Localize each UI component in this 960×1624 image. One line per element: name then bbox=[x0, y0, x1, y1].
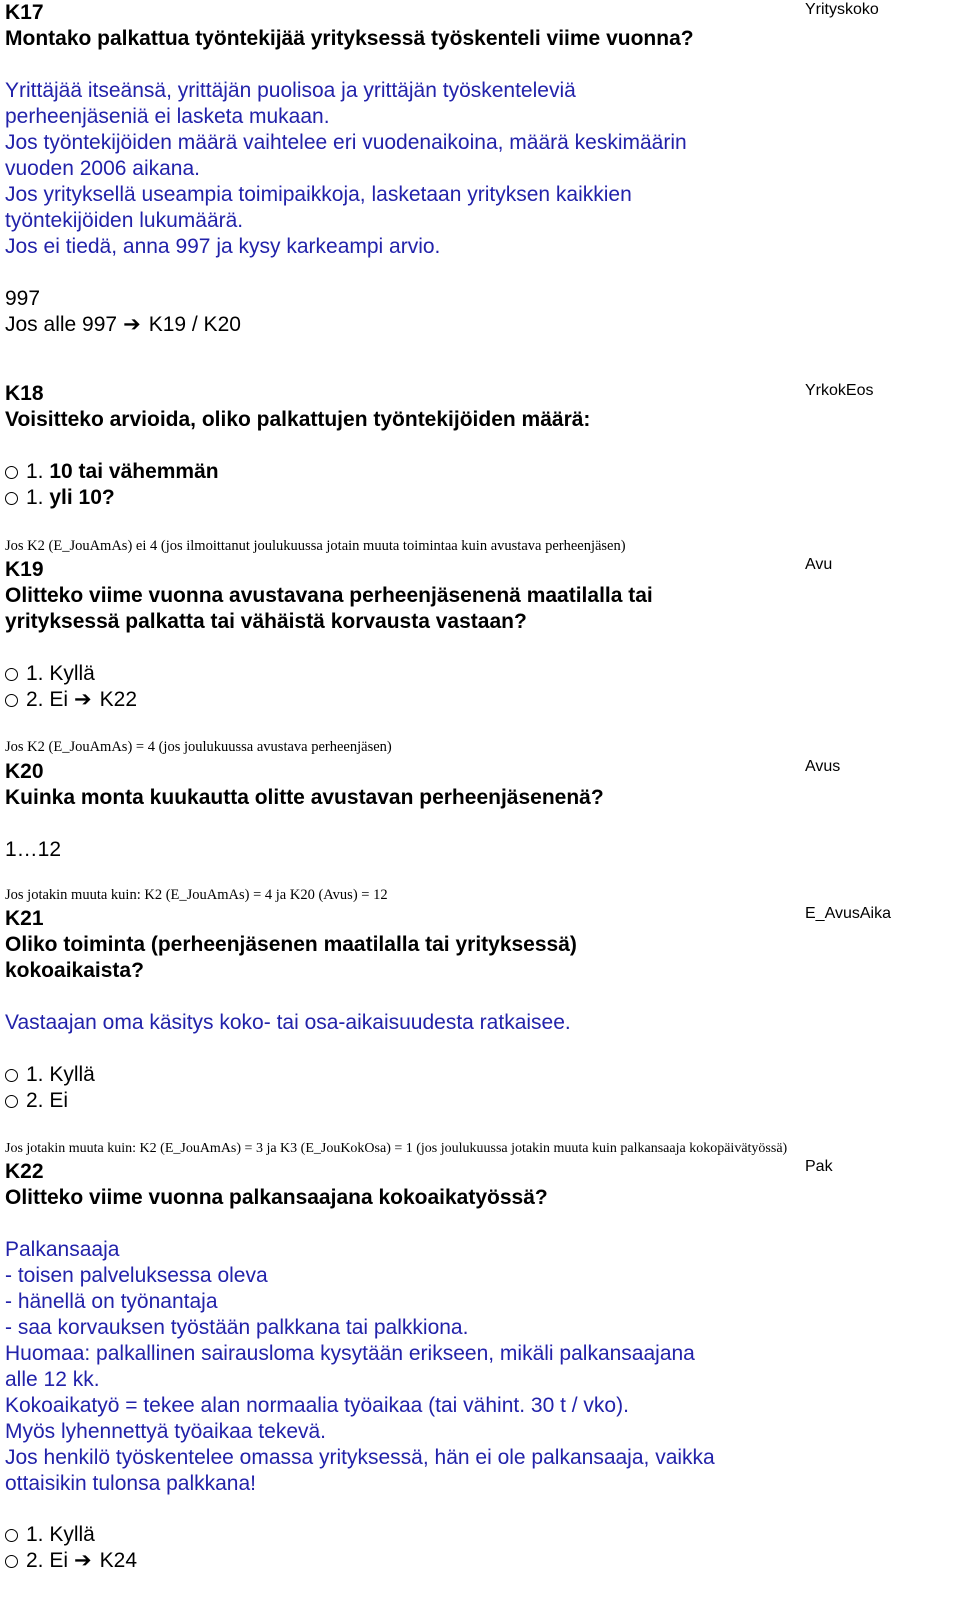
radio-button-icon[interactable] bbox=[5, 1529, 18, 1542]
instruction-line: Jos henkilö työskentelee omassa yrityksessä, hän ei ole palkansaaja, vaikka bbox=[5, 1446, 715, 1469]
filter-condition-k21: Jos jotakin muuta kuin: K2 (E_JouAmAs) = 4 ja K20 (Avus) = 12 bbox=[5, 887, 388, 903]
variable-name-k19: Avu bbox=[805, 556, 833, 573]
question-code-k19: K19 bbox=[5, 558, 44, 581]
option-label: 1. Kyllä bbox=[26, 1523, 95, 1546]
question-code-k22: K22 bbox=[5, 1160, 44, 1183]
answer-option-k22-2[interactable] bbox=[5, 1548, 137, 1574]
instruction-line: Vastaajan oma käsitys koko- tai osa-aikaisuudesta ratkaisee. bbox=[5, 1011, 571, 1034]
variable-name-k21: E_AvusAika bbox=[805, 905, 891, 922]
radio-button-icon[interactable] bbox=[5, 492, 18, 505]
instruction-line: Jos työntekijöiden määrä vaihtelee eri vuodenaikoina, määrä keskimäärin bbox=[5, 131, 687, 154]
question-code-k21: K21 bbox=[5, 907, 44, 930]
routing-target: K24 bbox=[99, 1549, 138, 1572]
instruction-line: Kokoaikatyö = tekee alan normaalia työaikaa (tai vähint. 30 t / vko). bbox=[5, 1394, 629, 1417]
option-label: 1. Kyllä bbox=[26, 662, 95, 685]
routing-condition: Jos alle 997 bbox=[5, 313, 118, 336]
variable-name-k20: Avus bbox=[805, 758, 841, 775]
radio-button-icon[interactable] bbox=[5, 1095, 18, 1108]
instruction-line: vuoden 2006 aikana. bbox=[5, 157, 200, 180]
answer-code-k17: 997 bbox=[5, 287, 41, 310]
question-text-k19: yrityksessä palkatta tai vähäistä korvausta vastaan? bbox=[5, 610, 527, 633]
answer-option-k21-2[interactable] bbox=[5, 1088, 68, 1114]
answer-option-k21-1[interactable] bbox=[5, 1062, 95, 1088]
variable-name-k17: Yrityskoko bbox=[805, 1, 879, 18]
filter-condition-k19: Jos K2 (E_JouAmAs) ei 4 (jos ilmoittanut joulukuussa jotain muuta toimintaa kuin avustava perheenjäsen) bbox=[5, 538, 626, 554]
radio-button-icon[interactable] bbox=[5, 694, 18, 707]
arrow-right-icon: ➔ bbox=[123, 313, 141, 336]
radio-button-icon[interactable] bbox=[5, 1555, 18, 1568]
instruction-line: - toisen palveluksessa oleva bbox=[5, 1264, 268, 1287]
arrow-right-icon: ➔ bbox=[74, 688, 92, 711]
instruction-line: - saa korvauksen työstään palkkana tai palkkiona. bbox=[5, 1316, 469, 1339]
question-text-k17: Montako palkattua työntekijää yrityksessä työskenteli viime vuonna? bbox=[5, 27, 694, 50]
answer-option-k19-1[interactable] bbox=[5, 661, 95, 687]
option-label: 10 tai vähemmän bbox=[49, 460, 219, 483]
option-label: 2. Ei bbox=[26, 1549, 69, 1572]
option-label: 2. Ei bbox=[26, 688, 69, 711]
radio-button-icon[interactable] bbox=[5, 668, 18, 681]
answer-range-k20: 1…12 bbox=[5, 838, 62, 861]
option-label: 1. Kyllä bbox=[26, 1063, 95, 1086]
instruction-line: Jos yrityksellä useampia toimipaikkoja, lasketaan yrityksen kaikkien bbox=[5, 183, 632, 206]
instruction-line: alle 12 kk. bbox=[5, 1368, 100, 1391]
option-label: yli 10? bbox=[49, 486, 115, 509]
instruction-line: työntekijöiden lukumäärä. bbox=[5, 209, 244, 232]
arrow-right-icon: ➔ bbox=[74, 1549, 92, 1572]
routing-target: K19 / K20 bbox=[148, 313, 241, 336]
question-code-k20: K20 bbox=[5, 760, 44, 783]
option-label: 2. Ei bbox=[26, 1089, 69, 1112]
answer-option-k18-1[interactable] bbox=[5, 459, 219, 485]
instruction-line: perheenjäseniä ei lasketa mukaan. bbox=[5, 105, 330, 128]
instruction-line: Yrittäjää itseänsä, yrittäjän puolisoa ja yrittäjän työskenteleviä bbox=[5, 79, 576, 102]
question-text-k21: Oliko toiminta (perheenjäsenen maatilalla tai yrityksessä) bbox=[5, 933, 577, 956]
question-code-k17: K17 bbox=[5, 1, 44, 24]
filter-condition-k20: Jos K2 (E_JouAmAs) = 4 (jos joulukuussa avustava perheenjäsen) bbox=[5, 739, 392, 755]
question-text-k22: Olitteko viime vuonna palkansaajana kokoaikatyössä? bbox=[5, 1186, 548, 1209]
option-number: 1. bbox=[26, 486, 44, 509]
variable-name-k18: YrkokEos bbox=[805, 382, 874, 399]
instruction-line: Myös lyhennettyä työaikaa tekevä. bbox=[5, 1420, 327, 1443]
filter-condition-k22: Jos jotakin muuta kuin: K2 (E_JouAmAs) = 3 ja K3 (E_JouKokOsa) = 1 (jos joulukuussa jotakin muuta kuin palkansaaja kokopäivätyössä) bbox=[5, 1141, 788, 1156]
instruction-line: Huomaa: palkallinen sairausloma kysytään erikseen, mikäli palkansaajana bbox=[5, 1342, 695, 1365]
routing-target: K22 bbox=[99, 688, 138, 711]
answer-option-k19-2[interactable] bbox=[5, 687, 137, 713]
instruction-line: ottaisikin tulonsa palkkana! bbox=[5, 1472, 256, 1495]
variable-name-k22: Pak bbox=[805, 1158, 833, 1175]
radio-button-icon[interactable] bbox=[5, 1069, 18, 1082]
question-text-k18: Voisitteko arvioida, oliko palkattujen työntekijöiden määrä: bbox=[5, 408, 591, 431]
option-number: 1. bbox=[26, 460, 44, 483]
question-text-k20: Kuinka monta kuukautta olitte avustavan perheenjäsenenä? bbox=[5, 786, 604, 809]
instruction-line: Jos ei tiedä, anna 997 ja kysy karkeampi arvio. bbox=[5, 235, 441, 258]
question-text-k19: Olitteko viime vuonna avustavana perheenjäsenenä maatilalla tai bbox=[5, 584, 653, 607]
routing-line-k17 bbox=[5, 312, 241, 338]
question-code-k18: K18 bbox=[5, 382, 44, 405]
instruction-line: Palkansaaja bbox=[5, 1238, 120, 1261]
question-text-k21: kokoaikaista? bbox=[5, 959, 144, 982]
radio-button-icon[interactable] bbox=[5, 466, 18, 479]
answer-option-k18-2[interactable] bbox=[5, 485, 115, 511]
answer-option-k22-1[interactable] bbox=[5, 1522, 95, 1548]
instruction-line: - hänellä on työnantaja bbox=[5, 1290, 218, 1313]
